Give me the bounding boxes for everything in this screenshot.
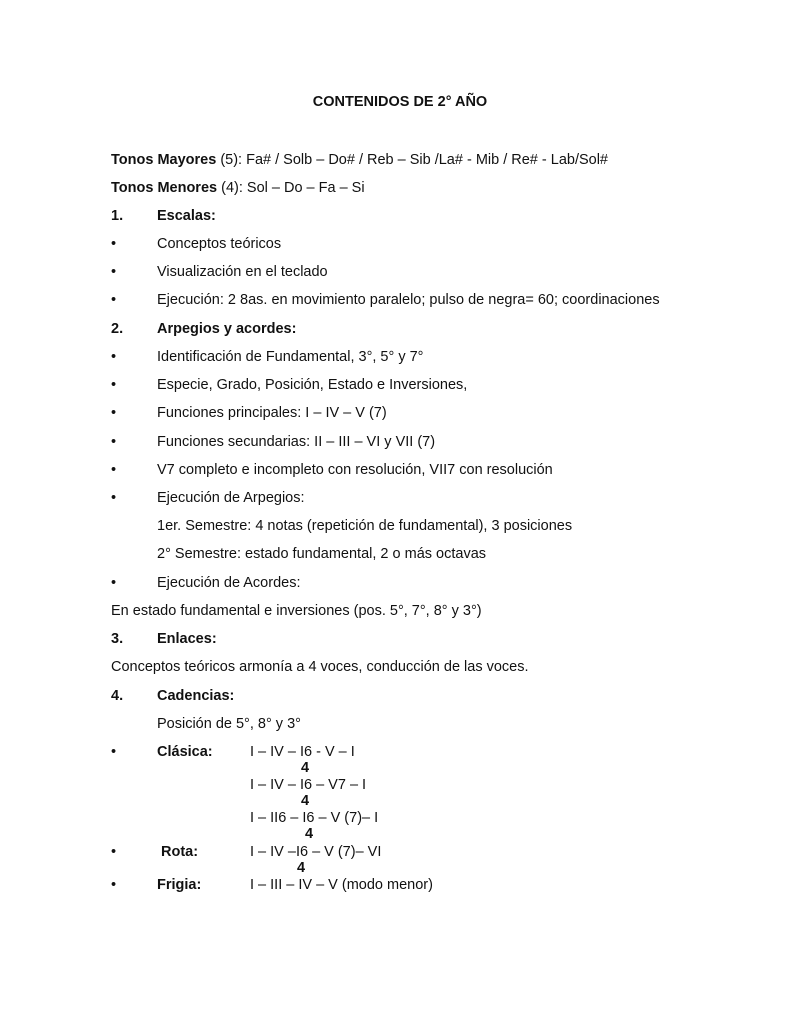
section-1-heading: Escalas: — [157, 208, 216, 224]
bullet-icon: • — [111, 405, 117, 421]
cadencia-clasica-label: Clásica: — [157, 744, 213, 760]
bullet-icon: • — [111, 434, 117, 450]
list-item: Funciones secundarias: II – III – VI y VII (7) — [157, 434, 436, 450]
cadencia-clasica-line: I – IV – I6 - V – I — [250, 744, 355, 760]
acordes-text: En estado fundamental e inversiones (pos. 5°, 7°, 8° y 3°) — [111, 603, 482, 619]
bullet-icon: • — [111, 844, 117, 860]
section-4-heading: Cadencias: — [157, 688, 235, 704]
subscript-4: 4 — [297, 860, 306, 876]
tonos-menores-count: (4) — [221, 180, 239, 196]
subscript-4: 4 — [301, 793, 310, 809]
enlaces-text: Conceptos teóricos armonía a 4 voces, conducción de las voces. — [111, 659, 529, 675]
subscript-4: 4 — [301, 760, 310, 776]
cadencia-rota-label: Rota: — [161, 844, 199, 860]
list-item: Identificación de Fundamental, 3°, 5° y 7° — [157, 349, 424, 365]
bullet-icon: • — [111, 292, 117, 308]
bullet-icon: • — [111, 264, 117, 280]
subscript-4: 4 — [305, 826, 314, 842]
bullet-icon: • — [111, 236, 117, 252]
bullet-icon: • — [111, 877, 117, 893]
bullet-icon: • — [111, 744, 117, 760]
section-4-number: 4. — [111, 688, 124, 704]
list-item: Ejecución de Arpegios: — [157, 490, 305, 506]
tonos-mayores-label: Tonos Mayores — [111, 152, 217, 168]
section-3-number: 3. — [111, 631, 124, 647]
tonos-mayores-text: : Fa# / Solb – Do# / Reb – Sib /La# - Mib / Re# - Lab/Sol# — [238, 152, 608, 168]
section-2-number: 2. — [111, 321, 124, 337]
posicion-text: Posición de 5°, 8° y 3° — [157, 716, 301, 732]
list-item: Conceptos teóricos — [157, 236, 282, 252]
arpegios-sub-item: 1er. Semestre: 4 notas (repetición de fundamental), 3 posiciones — [157, 518, 573, 534]
list-item: Ejecución de Acordes: — [157, 575, 301, 591]
bullet-icon: • — [111, 349, 117, 365]
tonos-mayores-line — [111, 151, 608, 169]
list-item: Especie, Grado, Posición, Estado e Inversiones, — [157, 377, 468, 393]
list-item: Visualización en el teclado — [157, 264, 328, 280]
tonos-menores-text: : Sol – Do – Fa – Si — [238, 180, 365, 196]
arpegios-sub-item: 2° Semestre: estado fundamental, 2 o más octavas — [157, 546, 487, 562]
cadencia-clasica-line: I – II6 – I6 – V (7)– I — [250, 810, 379, 826]
cadencia-frigia-label: Frigia: — [157, 877, 202, 893]
page-title: CONTENIDOS DE 2° AÑO — [312, 94, 488, 110]
tonos-menores-line — [111, 179, 365, 197]
list-item: Funciones principales: I – IV – V (7) — [157, 405, 387, 421]
tonos-mayores-count: (5) — [220, 152, 239, 168]
section-1-number: 1. — [111, 208, 124, 224]
list-item: Ejecución: 2 8as. en movimiento paralelo; pulso de negra= 60; coordinaciones — [157, 292, 660, 308]
bullet-icon: • — [111, 462, 117, 478]
section-2-heading: Arpegios y acordes: — [157, 321, 297, 337]
cadencia-clasica-line: I – IV – I6 – V7 – I — [250, 777, 367, 793]
tonos-menores-label: Tonos Menores — [111, 180, 218, 196]
list-item: V7 completo e incompleto con resolución, VII7 con resolución — [157, 462, 553, 478]
cadencia-frigia-line: I – III – IV – V (modo menor) — [250, 877, 433, 893]
bullet-icon: • — [111, 490, 117, 506]
section-3-heading: Enlaces: — [157, 631, 217, 647]
bullet-icon: • — [111, 377, 117, 393]
bullet-icon: • — [111, 575, 117, 591]
cadencia-rota-line: I – IV –I6 – V (7)– VI — [250, 844, 382, 860]
